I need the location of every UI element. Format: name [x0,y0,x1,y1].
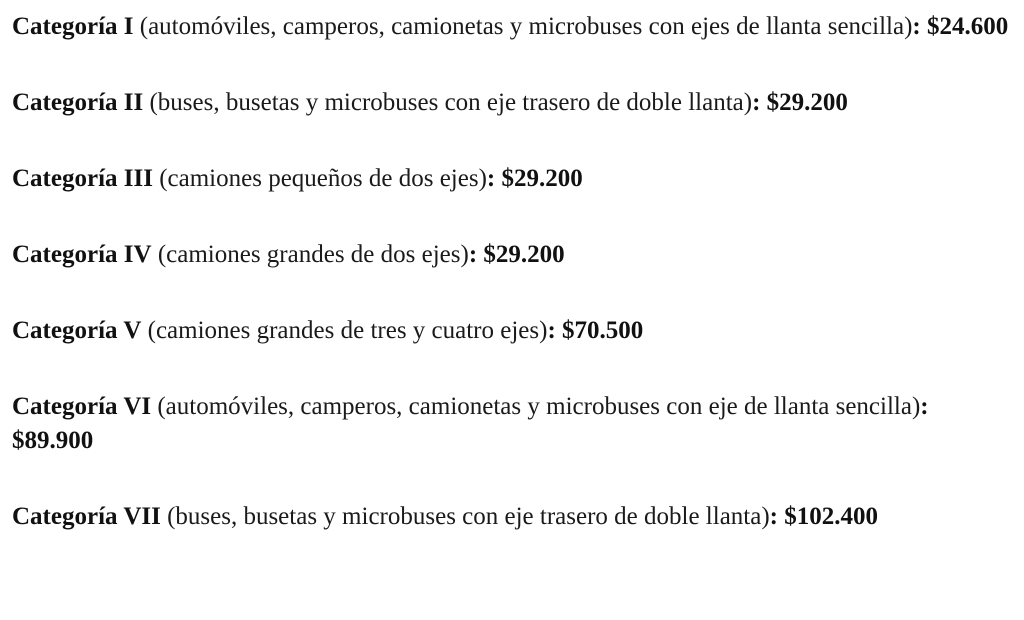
category-description: (camiones grandes de dos ejes) [151,241,469,268]
category-name: Categoría V [12,317,142,344]
category-description: (automóviles, camperos, camionetas y microbuses con eje de llanta sencilla) [151,393,921,420]
category-name: Categoría VII [12,503,161,530]
category-price: $70.500 [562,317,644,344]
category-price: $89.900 [12,427,94,454]
tariff-list [12,10,1012,534]
category-description: (automóviles, camperos, camionetas y microbuses con ejes de llanta sencilla) [133,13,913,40]
price-separator: : [486,165,502,192]
category-name: Categoría I [12,13,134,40]
category-description: (camiones pequeños de dos ejes) [152,165,487,192]
tariff-item-category-6 [12,390,1012,458]
category-price: $29.200 [501,165,583,192]
price-separator: : [752,89,767,116]
tariff-item-category-3 [12,162,1012,196]
category-name: Categoría III [12,165,153,192]
price-separator: : [912,13,927,40]
category-price: $102.400 [784,503,878,530]
tariff-item-category-1 [12,10,1012,44]
tariff-item-category-5 [12,314,1012,348]
tariff-item-category-2 [12,86,1012,120]
category-description: (buses, busetas y microbuses con eje trasero de doble llanta) [160,503,770,530]
tariff-item-category-7 [12,500,1012,534]
tariff-item-category-4 [12,238,1012,272]
category-price: $29.200 [483,241,565,268]
price-separator: : [769,503,785,530]
price-separator: : [920,393,929,420]
category-name: Categoría VI [12,393,152,420]
category-name: Categoría II [12,89,144,116]
category-description: (camiones grandes de tres y cuatro ejes) [141,317,548,344]
price-separator: : [468,241,484,268]
category-name: Categoría IV [12,241,152,268]
category-description: (buses, busetas y microbuses con eje trasero de doble llanta) [143,89,753,116]
category-price: $24.600 [926,13,1009,40]
category-price: $29.200 [766,89,848,116]
price-separator: : [547,317,563,344]
